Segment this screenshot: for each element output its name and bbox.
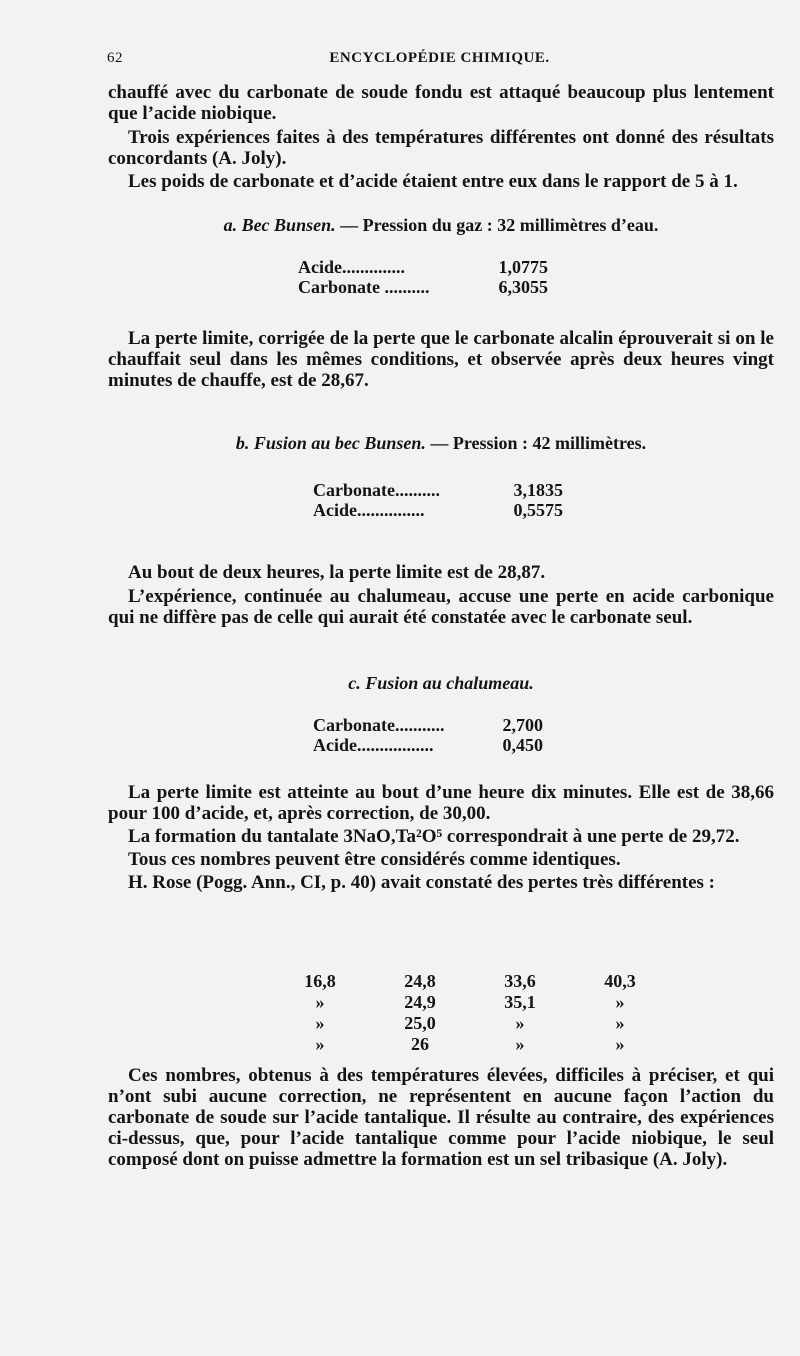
table-cell: » [615,992,625,1012]
table-row [270,992,670,1013]
row-label: Carbonate.......... [313,480,440,500]
row-value: 3,1835 [513,480,563,500]
row-value: 1,0775 [498,257,548,277]
section-c-heading [108,673,774,694]
paragraph-3: Les poids de carbonate et d’acide étaient entre eux dans le rapport de 5 à 1. [128,171,738,192]
row-value: 0,5575 [513,500,563,520]
page-number: 62 [107,50,123,66]
section-b-heading-rest: — Pression : 42 millimètres. [425,433,647,453]
table-row [270,1034,670,1055]
page-header [107,50,772,70]
paragraph-5: Au bout de deux heures, la perte limite est de 28,87. [128,562,546,583]
table-cell: 33,6 [504,971,536,991]
paragraph-8: La formation du tantalate 3NaO,Ta²O⁵ correspondrait à une perte de 29,72. [128,826,740,847]
paragraph-1: chauffé avec du carbonate de soude fondu est attaqué beaucoup plus lentement que l’acide niobique. [108,82,774,124]
row-label: Acide................. [313,735,434,755]
table-row [313,480,563,500]
section-a-heading-rest: — Pression du gaz : 32 millimètres d’eau. [335,215,659,235]
row-label: Carbonate .......... [298,277,430,297]
table-row [298,277,548,297]
row-label: Acide.............. [298,257,405,277]
paragraph-10: H. Rose (Pogg. Ann., CI, p. 40) avait constaté des pertes très différentes : [128,872,715,893]
table-cell: 40,3 [604,971,636,991]
row-value: 6,3055 [498,277,548,297]
section-a-heading [108,215,774,236]
paragraph-9: Tous ces nombres peuvent être considérés comme identiques. [128,849,621,870]
table-cell: » [315,992,325,1012]
section-a-table [298,257,548,297]
section-a-heading-italic: a. Bec Bunsen. [223,215,336,235]
paragraph-6: L’expérience, continuée au chalumeau, accuse une perte en acide carbonique qui ne diffère pas de celle qui aurait été constatée avec le carbonate seul. [108,586,774,628]
row-label: Carbonate........... [313,715,445,735]
row-value: 2,700 [502,715,543,735]
table-row [270,1013,670,1034]
table-cell: » [615,1034,625,1054]
rose-results-table [270,971,670,1055]
section-b-heading [108,433,774,454]
section-c-table [313,715,543,755]
table-row [313,500,563,520]
table-cell: 24,8 [404,971,436,991]
table-row [298,257,548,277]
table-cell: 16,8 [304,971,336,991]
paragraph-4: La perte limite, corrigée de la perte que le carbonate alcalin éprouverait si on le chauffait seul dans les mêmes conditions, et observée après deux heures vingt minutes de chauffe, est de 28,67. [108,328,774,391]
section-b-table [313,480,563,520]
table-cell: » [315,1013,325,1033]
running-title: ENCYCLOPÉDIE CHIMIQUE. [329,50,550,66]
section-c-heading-italic: c. Fusion au chalumeau. [348,673,534,693]
table-cell: » [515,1013,525,1033]
paragraph-7: La perte limite est atteinte au bout d’une heure dix minutes. Elle est de 38,66 pour 100 d’acide, et, après correction, de 30,00. [108,782,774,824]
table-cell: 25,0 [404,1013,436,1033]
table-cell: » [315,1034,325,1054]
row-value: 0,450 [502,735,543,755]
table-cell: » [615,1013,625,1033]
table-cell: 26 [411,1034,429,1054]
table-row [313,735,543,755]
section-b-heading-italic: b. Fusion au bec Bunsen. [235,433,426,453]
table-row [313,715,543,735]
row-label: Acide............... [313,500,425,520]
table-row [270,971,670,992]
paragraph-2: Trois expériences faites à des températures différentes ont donné des résultats concordants (A. Joly). [108,127,774,169]
paragraph-11: Ces nombres, obtenus à des températures élevées, difficiles à préciser, et qui n’ont subi aucune correction, ne représentent en aucune façon l’action du carbonate de soude sur l’acide tantalique. Il résulte au contraire, des expériences ci-dessus, que, pour l’acide tantalique comme pour l’acide niobique, le seul composé dont on puisse admettre la formation est un sel tribasique (A. Joly). [108,1065,774,1170]
table-cell: 35,1 [504,992,536,1012]
table-cell: 24,9 [404,992,436,1012]
table-cell: » [515,1034,525,1054]
